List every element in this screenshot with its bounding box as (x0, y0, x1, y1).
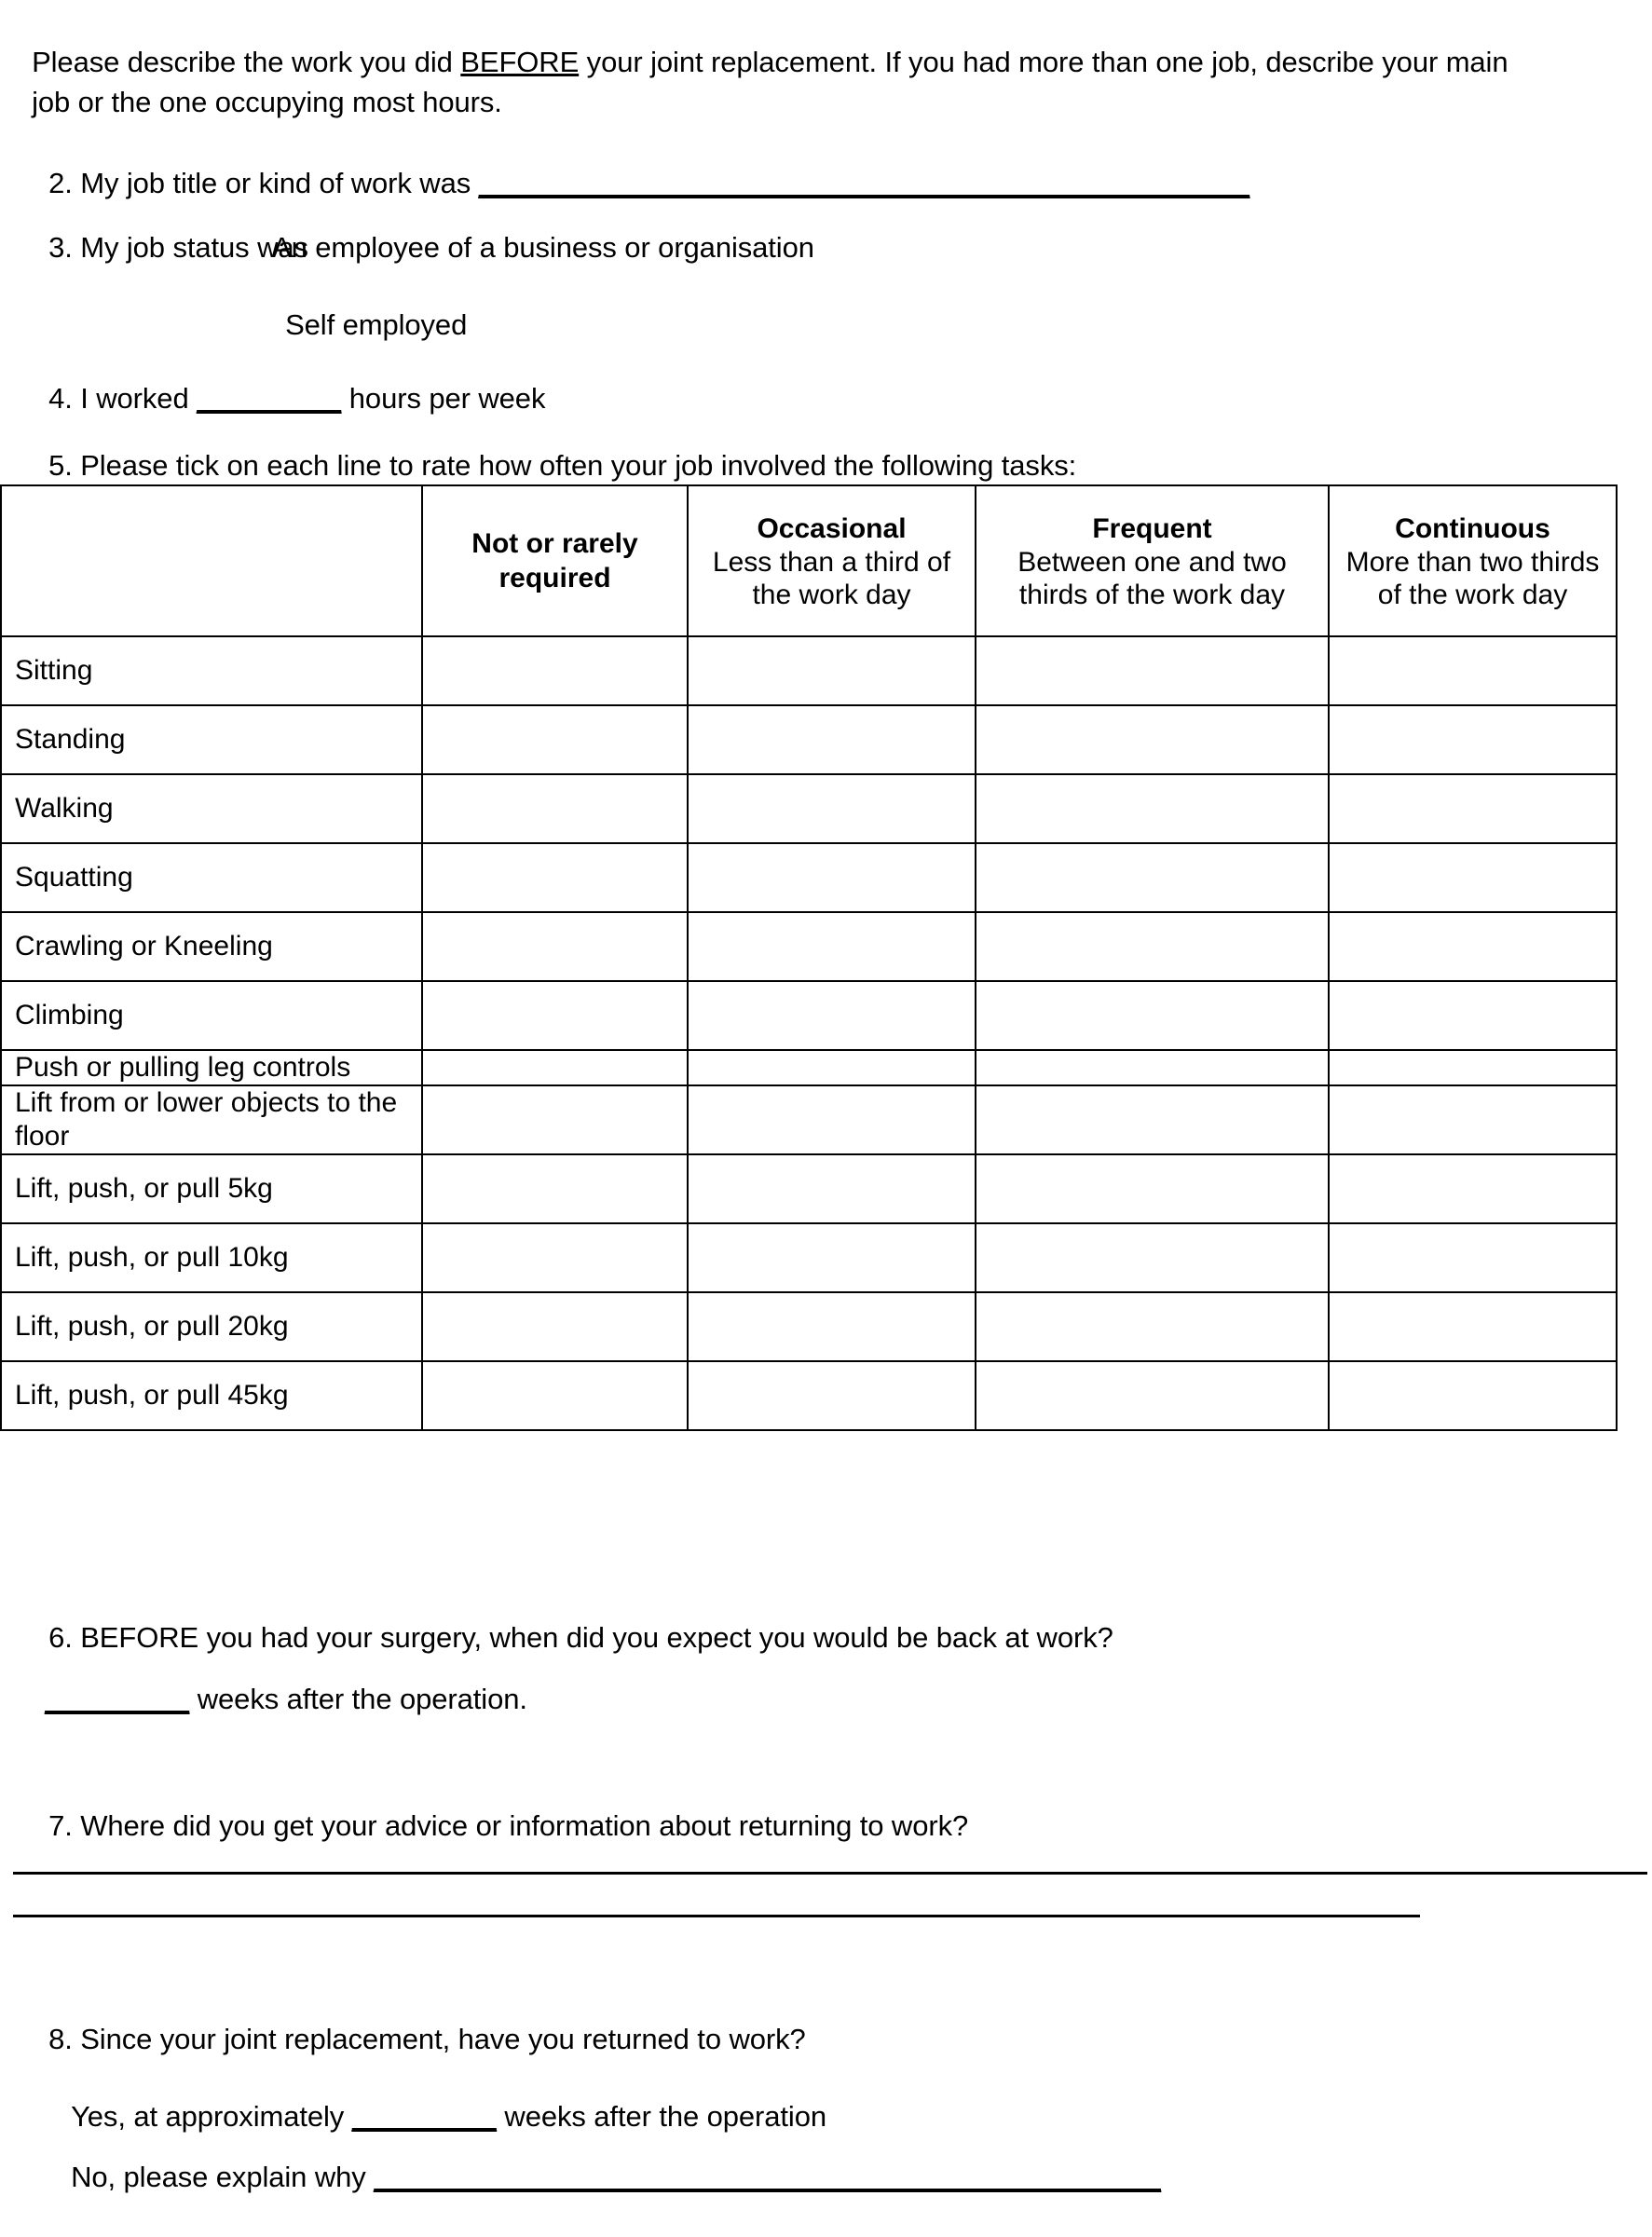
question-2-answer-blank[interactable]: ________________________________________________ (478, 167, 1250, 199)
tick-cell[interactable] (976, 1085, 1329, 1154)
tick-cell[interactable] (688, 774, 976, 843)
table-header-occasional-subtitle: Less than a third of the work day (712, 546, 951, 610)
tick-cell[interactable] (976, 1361, 1329, 1430)
table-row-label: Walking (1, 774, 422, 843)
question-6-answer (13, 1639, 527, 1759)
table-row-label: Sitting (1, 636, 422, 705)
tick-cell[interactable] (422, 1223, 688, 1292)
table-row-label: Crawling or Kneeling (1, 912, 422, 981)
table-row-label: Push or pulling leg controls (1, 1050, 422, 1085)
table-row (1, 774, 1617, 843)
table-body (1, 636, 1617, 1430)
question-7 (17, 1766, 968, 1886)
tick-cell[interactable] (976, 843, 1329, 912)
tick-cell[interactable] (688, 1292, 976, 1361)
table-header-continuous-title: Continuous (1395, 512, 1550, 544)
tick-cell[interactable] (1329, 1361, 1617, 1430)
tick-cell[interactable] (688, 912, 976, 981)
question-2-label: 2. My job title or kind of work was (48, 167, 479, 199)
question-4-hours-blank[interactable]: _________ (197, 382, 342, 415)
tick-cell[interactable] (688, 1085, 976, 1154)
intro-text-after: your joint replacement. If you had more than one job, describe your main (579, 46, 1509, 78)
table-row (1, 843, 1617, 912)
table-row-label: Lift, push, or pull 45kg (1, 1361, 422, 1430)
tick-cell[interactable] (688, 1223, 976, 1292)
question-8-yes-weeks-blank[interactable]: _________ (351, 2100, 497, 2133)
table-row (1, 636, 1617, 705)
tick-cell[interactable] (1329, 1154, 1617, 1223)
table-row (1, 912, 1617, 981)
tick-cell[interactable] (422, 843, 688, 912)
table-header-not-or-rarely (422, 485, 688, 636)
tick-cell[interactable] (1329, 1050, 1617, 1085)
table-row-label: Climbing (1, 981, 422, 1050)
tick-cell[interactable] (1329, 774, 1617, 843)
tick-cell[interactable] (1329, 981, 1617, 1050)
tick-cell[interactable] (1329, 705, 1617, 774)
tick-cell[interactable] (976, 1050, 1329, 1085)
question-8-label: 8. Since your joint replacement, have you returned to work? (48, 2023, 806, 2055)
tick-cell[interactable] (1329, 1223, 1617, 1292)
table-row (1, 1223, 1617, 1292)
question-4-prefix: 4. I worked (48, 382, 198, 415)
tick-cell[interactable] (422, 981, 688, 1050)
tick-cell[interactable] (422, 1292, 688, 1361)
question-6-weeks-blank[interactable]: _________ (45, 1683, 190, 1715)
tick-cell[interactable] (422, 912, 688, 981)
table-header-not-or-rarely-title: Not or rarely required (471, 528, 638, 593)
table-header-row (1, 485, 1617, 636)
tick-cell[interactable] (688, 843, 976, 912)
table-row-label: Squatting (1, 843, 422, 912)
question-7-answer-line-2[interactable] (13, 1915, 1420, 1917)
tick-cell[interactable] (976, 1154, 1329, 1223)
tick-cell[interactable] (688, 636, 976, 705)
table-row (1, 981, 1617, 1050)
question-3-label: 3. My job status was (48, 231, 308, 264)
tick-cell[interactable] (1329, 636, 1617, 705)
tick-cell[interactable] (976, 981, 1329, 1050)
question-8-no-explain-blank[interactable]: _________________________________________________ (374, 2161, 1161, 2193)
table-header-frequent (976, 485, 1329, 636)
tick-cell[interactable] (1329, 843, 1617, 912)
tick-cell[interactable] (422, 1154, 688, 1223)
tick-cell[interactable] (1329, 912, 1617, 981)
question-6-label: 6. BEFORE you had your surgery, when did you expect you would be back at work? (48, 1621, 1113, 1654)
tick-cell[interactable] (976, 705, 1329, 774)
question-8-no-prefix: No, please explain why (71, 2161, 375, 2193)
question-4-suffix: hours per week (341, 382, 546, 415)
question-8-option-no[interactable] (39, 2117, 1161, 2237)
table-header-blank (1, 485, 422, 636)
table-header-frequent-title: Frequent (1092, 512, 1212, 544)
tick-cell[interactable] (422, 705, 688, 774)
tick-cell[interactable] (1329, 1085, 1617, 1154)
table-header-frequent-subtitle: Between one and two thirds of the work day (1017, 546, 1287, 610)
table-row (1, 1050, 1617, 1085)
question-6-answer-suffix: weeks after the operation. (189, 1683, 527, 1715)
task-frequency-table (0, 484, 1618, 1431)
table-row (1, 1085, 1617, 1154)
table-header-occasional-title: Occasional (757, 512, 907, 544)
tick-cell[interactable] (422, 1085, 688, 1154)
table-row (1, 1361, 1617, 1430)
table-header-continuous-subtitle: More than two thirds of the work day (1345, 546, 1600, 610)
intro-emphasis-before: BEFORE (460, 46, 580, 78)
table-row (1, 705, 1617, 774)
tick-cell[interactable] (976, 1292, 1329, 1361)
tick-cell[interactable] (976, 774, 1329, 843)
tick-cell[interactable] (688, 1154, 976, 1223)
tick-cell[interactable] (422, 1050, 688, 1085)
table-row-label: Lift, push, or pull 5kg (1, 1154, 422, 1223)
table-row-label: Lift, push, or pull 20kg (1, 1292, 422, 1361)
tick-cell[interactable] (1329, 1292, 1617, 1361)
table-row-label: Lift from or lower objects to the floor (1, 1085, 422, 1154)
intro-line2: job or the one occupying most hours. (32, 86, 502, 118)
table-row (1, 1154, 1617, 1223)
tick-cell[interactable] (688, 1361, 976, 1430)
table-header-occasional (688, 485, 976, 636)
tick-cell[interactable] (422, 774, 688, 843)
question-5-label: 5. Please tick on each line to rate how often your job involved the following tasks: (48, 449, 1077, 482)
tick-cell[interactable] (688, 705, 976, 774)
table-row-label: Standing (1, 705, 422, 774)
tick-cell[interactable] (976, 636, 1329, 705)
question-8-yes-prefix: Yes, at approximately (71, 2100, 352, 2133)
intro-text-before: Please describe the work you did (32, 46, 461, 78)
table-header-continuous (1329, 485, 1617, 636)
tick-cell[interactable] (976, 1223, 1329, 1292)
question-3-option-employee-label: An employee of a business or organisation (272, 231, 814, 264)
tick-cell[interactable] (688, 1050, 976, 1085)
table-row (1, 1292, 1617, 1361)
question-8-yes-suffix: weeks after the operation (496, 2100, 827, 2133)
tick-cell[interactable] (688, 981, 976, 1050)
tick-cell[interactable] (422, 636, 688, 705)
question-7-answer-line-1[interactable] (13, 1872, 1647, 1875)
table-row-label: Lift, push, or pull 10kg (1, 1223, 422, 1292)
tick-cell[interactable] (976, 912, 1329, 981)
tick-cell[interactable] (422, 1361, 688, 1430)
question-3-option-self-employed-label: Self employed (285, 308, 468, 341)
question-7-label: 7. Where did you get your advice or information about returning to work? (48, 1809, 969, 1842)
